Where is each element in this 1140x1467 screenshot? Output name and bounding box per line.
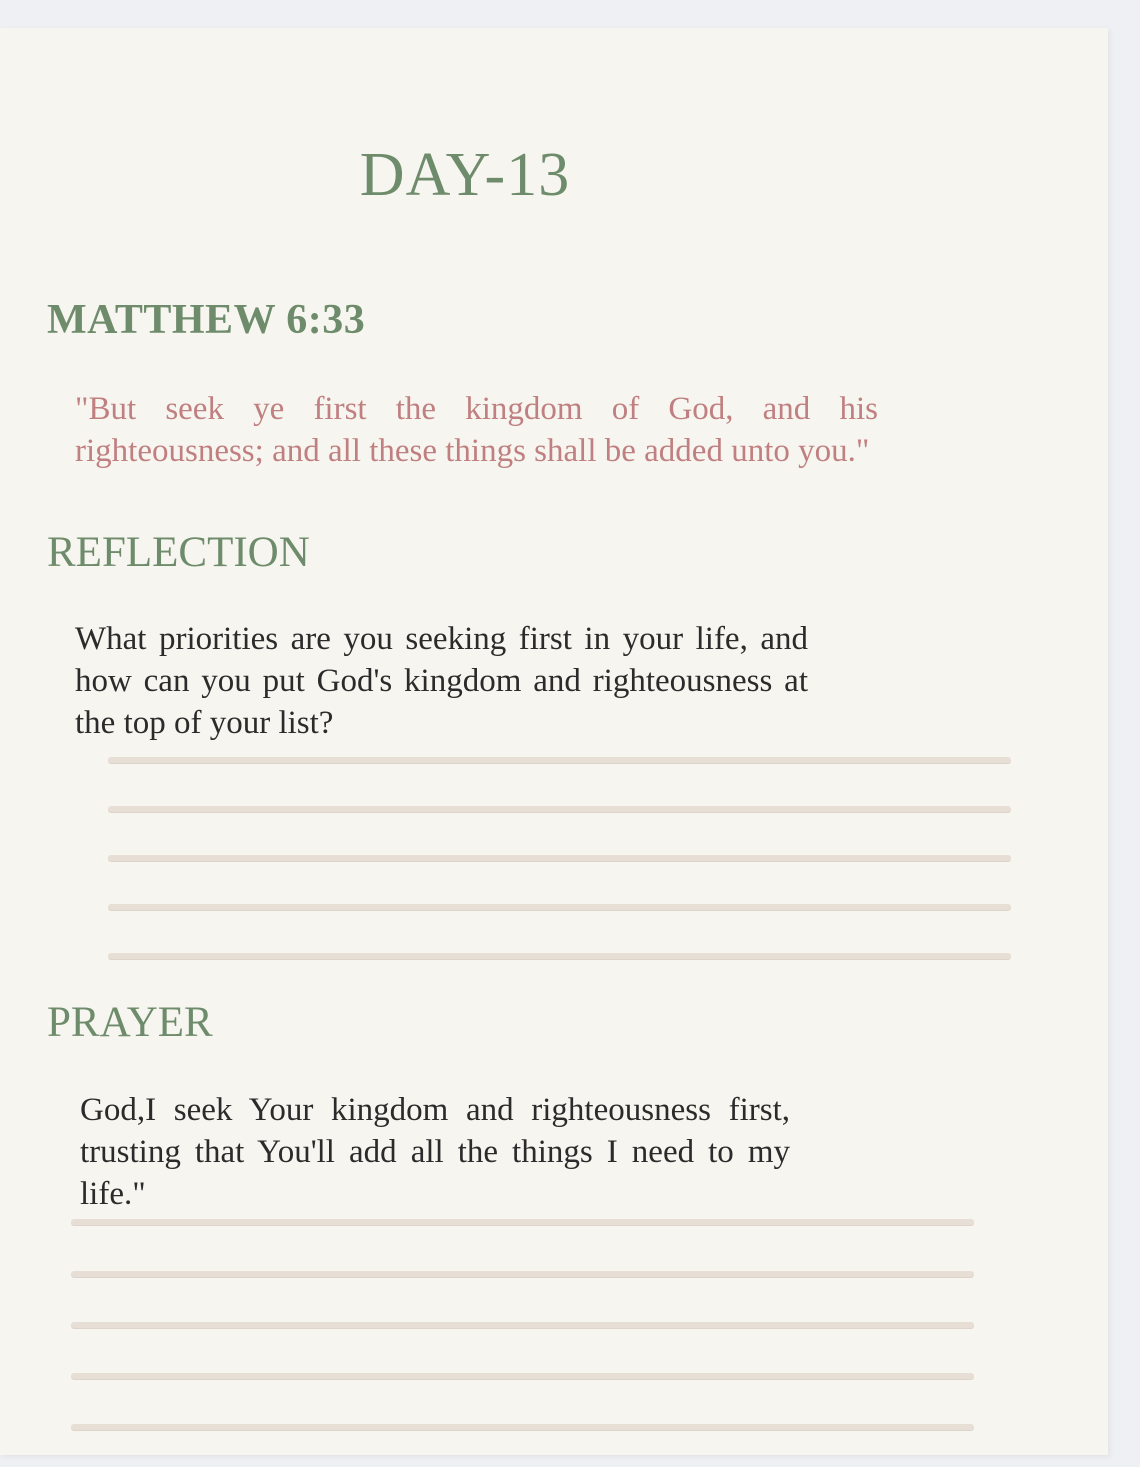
verse-text: "But seek ye first the kingdom of God, and his righteousness; and all these things shall be added unto you." — [75, 391, 878, 469]
writing-line[interactable] — [108, 757, 1011, 763]
writing-line[interactable] — [71, 1424, 974, 1430]
writing-line[interactable] — [71, 1219, 974, 1225]
journal-page — [0, 28, 1108, 1455]
writing-line[interactable] — [71, 1271, 974, 1277]
reflection-heading: REFLECTION — [47, 529, 310, 576]
day-title: DAY-13 — [359, 141, 571, 209]
writing-line[interactable] — [71, 1373, 974, 1379]
writing-line[interactable] — [108, 904, 1011, 910]
writing-line[interactable] — [108, 855, 1011, 861]
prayer-text: God,I seek Your kingdom and righteousness first, trusting that You'll add all the things I need to my life." — [80, 1092, 790, 1212]
reflection-prompt: What priorities are you seeking first in your life, and how can you put God's kingdom and righteousness at the top of your list? — [75, 621, 808, 741]
prayer-heading: PRAYER — [47, 999, 213, 1046]
writing-line[interactable] — [71, 1322, 974, 1328]
verse-reference: MATTHEW 6:33 — [47, 297, 366, 343]
writing-line[interactable] — [108, 953, 1011, 959]
writing-line[interactable] — [108, 806, 1011, 812]
